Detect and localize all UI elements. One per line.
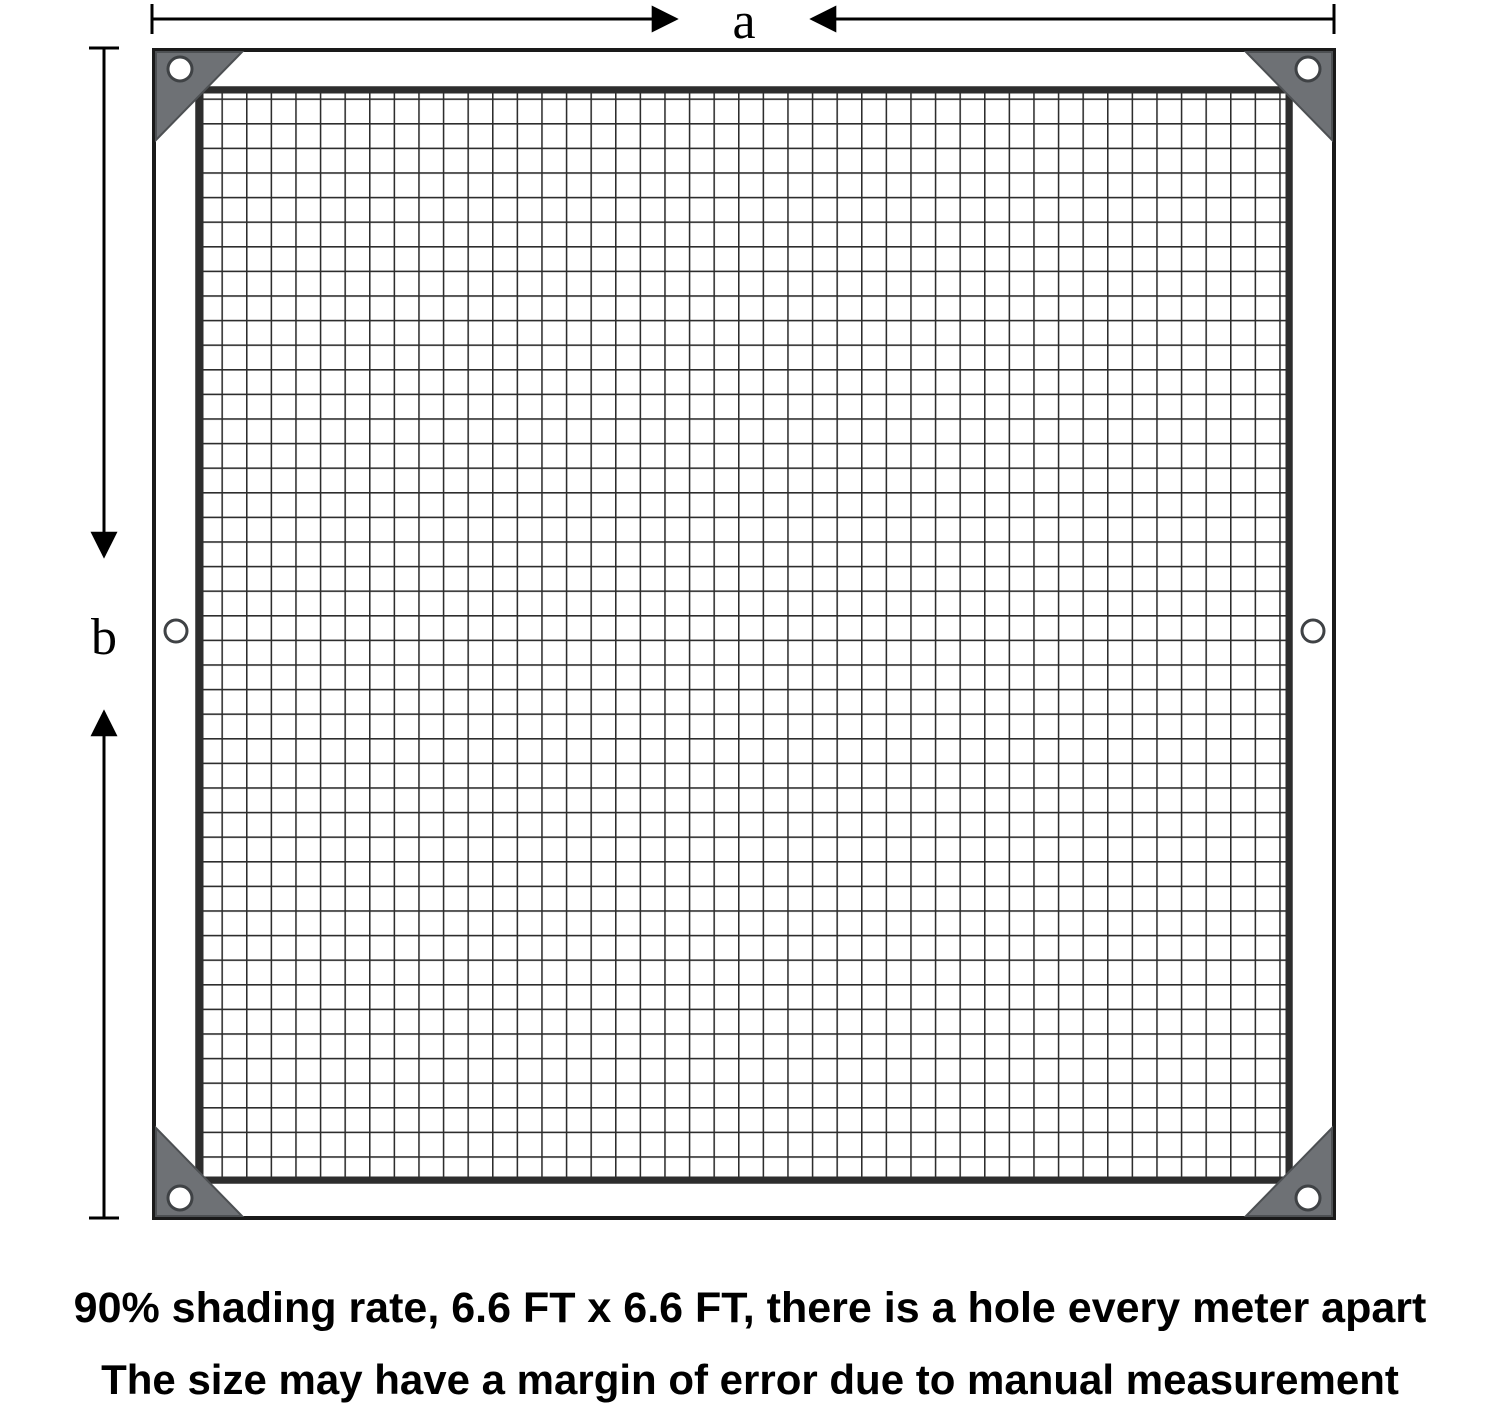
grommet-top-left	[168, 57, 192, 81]
caption-line-1: 90% shading rate, 6.6 FT x 6.6 FT, there is a hole every meter apart	[73, 1284, 1427, 1332]
grommet-top-right	[1296, 57, 1320, 81]
grommet-bottom-left	[168, 1186, 192, 1210]
caption-line-2: The size may have a margin of error due to manual measurement	[101, 1356, 1399, 1403]
height-dimension-group	[89, 48, 119, 1218]
width-dimension-group	[152, 0, 1334, 50]
mesh-fabric-area	[197, 88, 1291, 1182]
width-dimension-label: a	[732, 0, 756, 50]
height-dimension-label: b	[91, 609, 117, 666]
grommet-right-middle	[1302, 620, 1324, 642]
shade-panel	[154, 50, 1334, 1218]
grommet-left-middle	[165, 620, 187, 642]
grommet-bottom-right	[1296, 1186, 1320, 1210]
caption-block	[0, 1272, 1500, 1426]
